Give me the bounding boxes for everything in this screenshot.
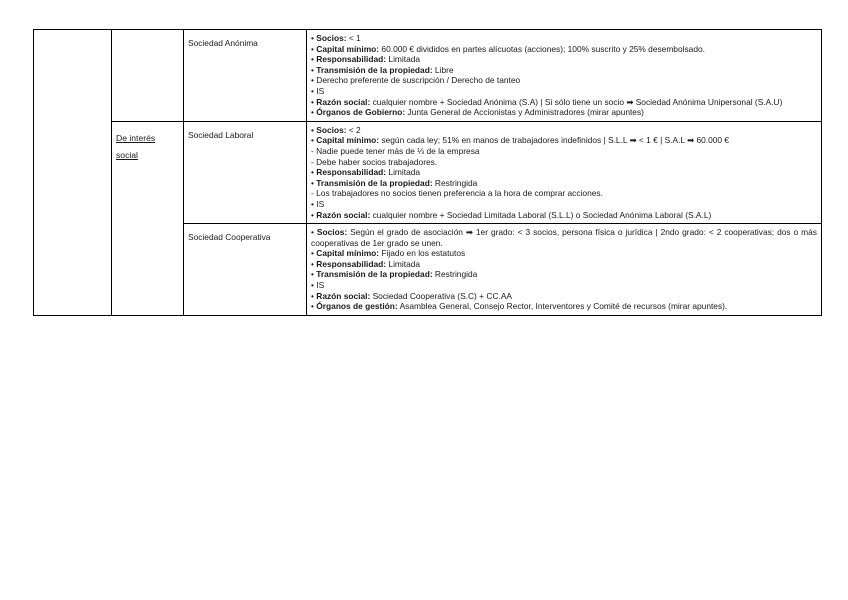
detail-text: IS — [316, 198, 325, 209]
detail-text: cualquier nombre + Sociedad Limitada Laboral (S.L.L) o Sociedad Anónima Laboral (S.A.L) — [370, 209, 712, 220]
empty-column-cell — [34, 30, 112, 316]
detail-line — [311, 125, 817, 136]
detail-line — [311, 65, 817, 76]
bullet: • — [311, 198, 317, 209]
detail-line — [311, 210, 817, 221]
detail-line — [311, 227, 817, 248]
bullet: • — [311, 248, 317, 259]
detail-label: Razón social: — [316, 209, 371, 220]
detail-line — [311, 135, 817, 146]
bullet: • — [311, 96, 317, 107]
detail-text: IS — [316, 85, 325, 96]
detail-text: Fijado en los estatutos — [379, 248, 466, 259]
bullet: • — [311, 135, 317, 146]
company-type-cell: Sociedad Laboral — [184, 121, 307, 223]
detail-text: Limitada — [386, 54, 421, 65]
detail-label: Transmisión de la propiedad: — [316, 64, 433, 75]
detail-text: Sociedad Cooperativa (S.C) + CC.AA — [370, 290, 512, 301]
detail-text: Junta General de Accionistas y Administradores (mirar apuntes) — [405, 107, 644, 118]
bullet: • — [311, 54, 317, 65]
detail-label: Órganos de gestión: — [316, 301, 398, 312]
detail-label: Responsabilidad: — [316, 258, 387, 269]
detail-text: IS — [316, 280, 325, 291]
bullet: • — [311, 33, 317, 43]
detail-label: Capital mínimo: — [316, 135, 380, 146]
companies-table — [33, 29, 822, 316]
detail-label: Capital mínimo: — [316, 248, 380, 259]
detail-text: Libre — [432, 64, 454, 75]
table-row — [34, 121, 822, 223]
bullet: • — [311, 209, 317, 220]
bullet: • — [311, 124, 317, 135]
bullet: • — [311, 167, 317, 178]
detail-label: Órganos de Gobierno: — [316, 107, 406, 118]
detail-text: < 2 — [346, 124, 361, 135]
detail-line — [311, 44, 817, 55]
detail-text: Según el grado de asociación ➡ 1er grado: < 3 socios, persona física o jurídica | 2ndo grado: < 2 cooperativas; dos o más cooperativas de 1er grado se unen. — [311, 227, 817, 248]
detail-line — [311, 75, 817, 86]
detail-line — [311, 97, 817, 108]
category-label: De interés social — [116, 132, 156, 160]
detail-text: 60.000 € divididos en partes alícuotas (acciones); 100% suscrito y 25% desembolsado. — [379, 43, 705, 54]
bullet: • — [311, 258, 317, 269]
detail-line — [311, 107, 817, 118]
detail-text: Restringida — [432, 177, 478, 188]
bullet: • — [311, 107, 317, 118]
bullet: • — [311, 177, 317, 188]
detail-text: Restringida — [432, 269, 478, 280]
detail-line — [311, 33, 817, 44]
detail-line — [311, 146, 817, 157]
detail-label: Socios: — [316, 33, 347, 43]
detail-label: Socios: — [316, 227, 348, 238]
detail-line — [311, 54, 817, 65]
detail-line — [311, 269, 817, 280]
detail-line — [311, 86, 817, 97]
table-row — [34, 30, 822, 122]
details-cell — [307, 30, 822, 122]
detail-line — [311, 157, 817, 168]
detail-line — [311, 280, 817, 291]
bullet: • — [311, 269, 317, 280]
bullet: • — [311, 301, 317, 312]
detail-text: Debe haber socios trabajadores. — [316, 156, 438, 167]
detail-text: Limitada — [386, 258, 421, 269]
details-cell — [307, 121, 822, 223]
bullet: • — [311, 290, 317, 301]
details-cell — [307, 224, 822, 316]
detail-label: Responsabilidad: — [316, 54, 387, 65]
bullet: • — [311, 64, 317, 75]
bullet: • — [311, 227, 317, 238]
detail-line — [311, 248, 817, 259]
detail-text: Derecho preferente de suscripción / Derecho de tanteo — [316, 75, 521, 86]
detail-label: Socios: — [316, 124, 347, 135]
detail-line — [311, 188, 817, 199]
bullet: • — [311, 280, 317, 291]
category-cell — [112, 30, 184, 122]
detail-line — [311, 291, 817, 302]
detail-text: Limitada — [386, 167, 421, 178]
company-type-cell: Sociedad Cooperativa — [184, 224, 307, 316]
detail-line — [311, 301, 817, 312]
bullet: - — [311, 145, 317, 156]
detail-text: Nadie puede tener más de ⅓ de la empresa — [316, 145, 480, 156]
company-type-cell: Sociedad Anónima — [184, 30, 307, 122]
detail-text: Asamblea General, Consejo Rector, Interventores y Comité de recursos (mirar apuntes). — [397, 301, 728, 312]
bullet: • — [311, 75, 317, 86]
detail-label: Transmisión de la propiedad: — [316, 177, 433, 188]
bullet: • — [311, 85, 317, 96]
detail-text: < 1 — [346, 33, 361, 43]
detail-label: Capital mínimo: — [316, 43, 380, 54]
bullet: - — [311, 156, 317, 167]
bullet: • — [311, 43, 317, 54]
detail-label: Razón social: — [316, 290, 371, 301]
detail-line — [311, 259, 817, 270]
category-cell — [112, 121, 184, 315]
detail-line — [311, 167, 817, 178]
detail-text: cualquier nombre + Sociedad Anónima (S.A) | Si sólo tiene un socio ➡ Sociedad Anónima Unipersonal (S.A.U) — [370, 96, 783, 107]
detail-label: Transmisión de la propiedad: — [316, 269, 433, 280]
detail-line — [311, 178, 817, 189]
detail-label: Razón social: — [316, 96, 371, 107]
bullet: - — [311, 188, 317, 199]
detail-line — [311, 199, 817, 210]
detail-text: Los trabajadores no socios tienen preferencia a la hora de comprar acciones. — [316, 188, 603, 199]
detail-text: según cada ley; 51% en manos de trabajadores indefinidos | S.L.L ➡ < 1 € | S.A.L ➡ 60.000 € — [379, 135, 730, 146]
detail-label: Responsabilidad: — [316, 167, 387, 178]
